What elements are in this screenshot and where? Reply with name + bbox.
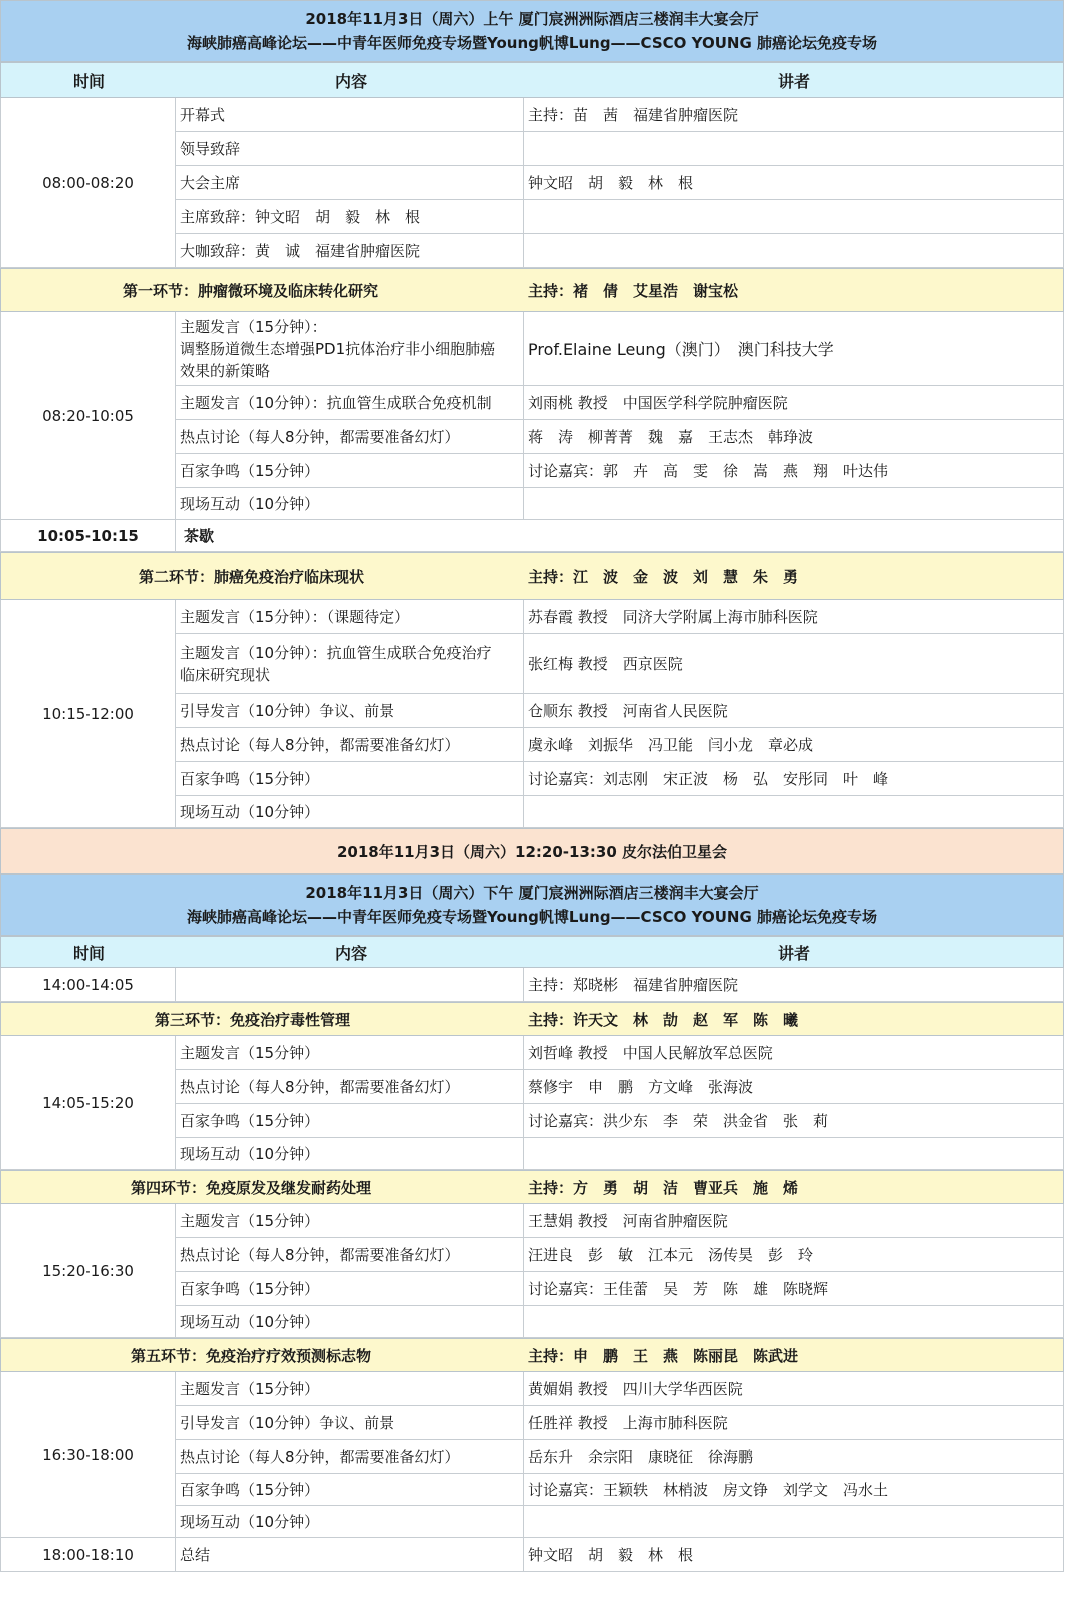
- section-host: 主持：许天文 林 劼 赵 军 陈 曦: [528, 1010, 799, 1029]
- section-host: 主持：申 鹏 王 燕 陈丽昆 陈武进: [528, 1346, 799, 1365]
- row-speaker: 讨论嘉宾：王佳蕾 吴 芳 陈 雄 陈晓辉: [528, 1280, 829, 1298]
- section-header: [0, 1170, 1064, 1204]
- afternoon-column-header: [0, 936, 1064, 968]
- row-content: 引导发言（10分钟）争议、前景: [176, 1406, 524, 1439]
- table-row: [176, 386, 1064, 420]
- morning-header-line1: 2018年11月3日（周六）上午 厦门宸洲洲际酒店三楼润丰大宴会厅: [305, 10, 759, 28]
- row-content: 热点讨论（每人8分钟，都需要准备幻灯）: [176, 420, 524, 453]
- row-content: 热点讨论（每人8分钟，都需要准备幻灯）: [176, 1238, 524, 1271]
- afternoon-header-line1: 2018年11月3日（周六）下午 厦门宸洲洲际酒店三楼润丰大宴会厅: [305, 884, 759, 902]
- row-content: 主题发言（15分钟）：（课题待定）: [176, 600, 524, 633]
- row-content-line: 主题发言（15分钟）：: [180, 317, 327, 336]
- row-content: 百家争鸣（15分钟）: [176, 762, 524, 795]
- row-speaker: [524, 488, 1063, 519]
- table-row: [176, 1372, 1064, 1406]
- row-content: 百家争鸣（15分钟）: [176, 1272, 524, 1305]
- row-content: 热点讨论（每人8分钟，都需要准备幻灯）: [176, 728, 524, 761]
- section-host: 主持：江 波 金 波 刘 慧 朱 勇: [528, 567, 799, 586]
- row-content: [176, 968, 524, 1001]
- row-content: 热点讨论（每人8分钟，都需要准备幻灯）: [176, 1440, 524, 1473]
- row-speaker: Prof.Elaine Leung（澳门） 澳门科技大学: [528, 340, 834, 359]
- row-speaker: 蔡修宇 申 鹏 方文峰 张海波: [528, 1078, 754, 1096]
- row-content: 现场互动（10分钟）: [176, 1138, 524, 1169]
- row-speaker: 讨论嘉宾：刘志刚 宋正波 杨 弘 安彤同 叶 峰: [528, 770, 889, 788]
- col-speaker: 讲者: [777, 71, 810, 91]
- row-speaker: 仓顺东 教授 河南省人民医院: [528, 702, 728, 720]
- col-time: 时间: [72, 943, 105, 963]
- row-speaker: 苏春霞 教授 同济大学附属上海市肺科医院: [528, 608, 818, 626]
- section-title: 第二环节：肺癌免疫治疗临床现状: [139, 567, 365, 586]
- row-content: 主题发言（15分钟）: [176, 1372, 524, 1405]
- row-speaker: [524, 796, 1063, 827]
- closing-time: 18:00-18:10: [0, 1538, 176, 1572]
- table-row: [176, 762, 1064, 796]
- table-row: [176, 1138, 1064, 1170]
- row-speaker: 主持：郑晓彬 福建省肿瘤医院: [528, 976, 739, 994]
- row-speaker: [524, 132, 1063, 165]
- table-row: [176, 1306, 1064, 1338]
- row-speaker: 钟文昭 胡 毅 林 根: [528, 174, 694, 192]
- section-header: [0, 552, 1064, 600]
- table-row: [176, 488, 1064, 520]
- section-time: 10:15-12:00: [0, 600, 176, 828]
- table-row: [176, 200, 1064, 234]
- row-content: 百家争鸣（15分钟）: [176, 1104, 524, 1137]
- table-row: [176, 694, 1064, 728]
- table-row: [176, 166, 1064, 200]
- section-header: [0, 1338, 1064, 1372]
- row-content: 主题发言（10分钟）：抗血管生成联合免疫机制: [176, 386, 524, 419]
- table-row: [176, 600, 1064, 634]
- table-row: [176, 634, 1064, 694]
- row-content-line: 调整肠道微生态增强PD1抗体治疗非小细胞肺癌: [180, 339, 496, 358]
- row-speaker: 任胜祥 教授 上海市肺科医院: [528, 1414, 728, 1432]
- table-row: [176, 796, 1064, 828]
- row-content: 大会主席: [176, 166, 524, 199]
- table-row: [176, 234, 1064, 268]
- row-speaker: 汪进良 彭 敏 江本元 汤传昊 彭 玲: [528, 1246, 814, 1264]
- row-content-line: 效果的新策略: [180, 361, 271, 380]
- tea-row: [176, 520, 1064, 552]
- row-content: 主题发言（15分钟）: [176, 1204, 524, 1237]
- lunch-label: 2018年11月3日（周六）12:20-13:30 皮尔法伯卫星会: [336, 842, 727, 861]
- morning-header: [0, 0, 1064, 62]
- row-content: 引导发言（10分钟）争议、前景: [176, 694, 524, 727]
- row-speaker: [524, 1306, 1063, 1337]
- row-speaker: 讨论嘉宾：洪少东 李 荣 洪金省 张 莉: [528, 1112, 829, 1130]
- table-row: [176, 1272, 1064, 1306]
- row-speaker: 讨论嘉宾：王颖轶 林梢波 房文铮 刘学文 冯水土: [528, 1481, 889, 1499]
- col-time: 时间: [72, 71, 105, 91]
- row-content-line: 主题发言（10分钟）：抗血管生成联合免疫治疗: [180, 643, 492, 662]
- row-speaker: 刘哲峰 教授 中国人民解放军总医院: [528, 1044, 773, 1062]
- table-row: [176, 1104, 1064, 1138]
- row-content: 热点讨论（每人8分钟，都需要准备幻灯）: [176, 1070, 524, 1103]
- row-content: 领导致辞: [176, 132, 524, 165]
- row-speaker: 蒋 涛 柳菁菁 魏 嘉 王志杰 韩琤波: [528, 428, 814, 446]
- row-speaker: 讨论嘉宾：郭 卉 高 雯 徐 嵩 燕 翔 叶达伟: [528, 462, 889, 480]
- afternoon-header: [0, 874, 1064, 936]
- table-row: [176, 132, 1064, 166]
- row-content: 主题发言（15分钟）: [176, 1036, 524, 1069]
- section-time: 14:05-15:20: [0, 1036, 176, 1170]
- row-content: 现场互动（10分钟）: [176, 1506, 524, 1537]
- table-row: [176, 1238, 1064, 1272]
- section-header: [0, 1002, 1064, 1036]
- section-time: 15:20-16:30: [0, 1204, 176, 1338]
- table-row: [176, 1538, 1064, 1572]
- section-header: [0, 268, 1064, 312]
- row-content: 总结: [176, 1538, 524, 1571]
- row-speaker: 王慧娟 教授 河南省肿瘤医院: [528, 1212, 728, 1230]
- table-row: [176, 98, 1064, 132]
- intro-time: 14:00-14:05: [0, 968, 176, 1002]
- lunch-banner: [0, 828, 1064, 874]
- row-speaker: [524, 200, 1063, 233]
- row-speaker: 刘雨桃 教授 中国医学科学院肿瘤医院: [528, 394, 788, 412]
- tea-time: 10:05-10:15: [0, 520, 176, 552]
- section-title: 第一环节：肿瘤微环境及临床转化研究: [123, 281, 379, 300]
- row-speaker: 岳东升 余宗阳 康晓征 徐海鹏: [528, 1448, 754, 1466]
- row-content: 百家争鸣（15分钟）: [176, 1474, 524, 1505]
- section-time: 16:30-18:00: [0, 1372, 176, 1538]
- col-content: 内容: [334, 943, 367, 963]
- row-content: [176, 634, 524, 693]
- table-row: [176, 1406, 1064, 1440]
- col-content: 内容: [334, 71, 367, 91]
- row-content: 主席致辞：钟文昭 胡 毅 林 根: [176, 200, 524, 233]
- row-content: [176, 312, 524, 385]
- table-row: [176, 1070, 1064, 1104]
- section-time: 08:20-10:05: [0, 312, 176, 520]
- section-title: 第四环节：免疫原发及继发耐药处理: [131, 1178, 372, 1197]
- col-speaker: 讲者: [777, 943, 810, 963]
- table-row: [176, 1036, 1064, 1070]
- table-row: [176, 1506, 1064, 1538]
- row-content: 现场互动（10分钟）: [176, 796, 524, 827]
- table-row: [176, 454, 1064, 488]
- table-row: [176, 1204, 1064, 1238]
- row-speaker: [524, 234, 1063, 267]
- tea-label: 茶歇: [184, 526, 215, 545]
- table-row: [176, 968, 1064, 1002]
- row-speaker: 虞永峰 刘振华 冯卫能 闫小龙 章必成: [528, 736, 814, 754]
- row-content-line: 临床研究现状: [180, 665, 271, 684]
- row-speaker: [524, 1506, 1063, 1537]
- section-title: 第五环节：免疫治疗疗效预测标志物: [131, 1346, 372, 1365]
- morning-header-line2: 海峡肺癌高峰论坛——中青年医师免疫专场暨Young帆博Lung——CSCO YOUNG 肺癌论坛免疫专场: [187, 34, 877, 52]
- row-content: 百家争鸣（15分钟）: [176, 454, 524, 487]
- morning-column-header: [0, 62, 1064, 98]
- table-row: [176, 312, 1064, 386]
- table-row: [176, 1440, 1064, 1474]
- row-content: 现场互动（10分钟）: [176, 488, 524, 519]
- row-speaker: 主持：苗 茜 福建省肿瘤医院: [528, 106, 739, 124]
- row-content: 开幕式: [176, 98, 524, 131]
- row-speaker: 黄媚娟 教授 四川大学华西医院: [528, 1380, 743, 1398]
- section-host: 主持：褚 倩 艾星浩 谢宝松: [528, 281, 739, 300]
- afternoon-header-line2: 海峡肺癌高峰论坛——中青年医师免疫专场暨Young帆博Lung——CSCO YOUNG 肺癌论坛免疫专场: [187, 908, 877, 926]
- row-speaker: 张红梅 教授 西京医院: [528, 655, 683, 673]
- section-title: 第三环节：免疫治疗毒性管理: [155, 1010, 351, 1029]
- table-row: [176, 728, 1064, 762]
- row-content: 大咖致辞：黄 诚 福建省肿瘤医院: [176, 234, 524, 267]
- table-row: [176, 1474, 1064, 1506]
- table-row: [176, 420, 1064, 454]
- row-speaker: [524, 1138, 1063, 1169]
- row-speaker: 钟文昭 胡 毅 林 根: [528, 1546, 694, 1564]
- section-host: 主持：方 勇 胡 洁 曹亚兵 施 烯: [528, 1178, 799, 1197]
- opening-time: 08:00-08:20: [0, 98, 176, 268]
- row-content: 现场互动（10分钟）: [176, 1306, 524, 1337]
